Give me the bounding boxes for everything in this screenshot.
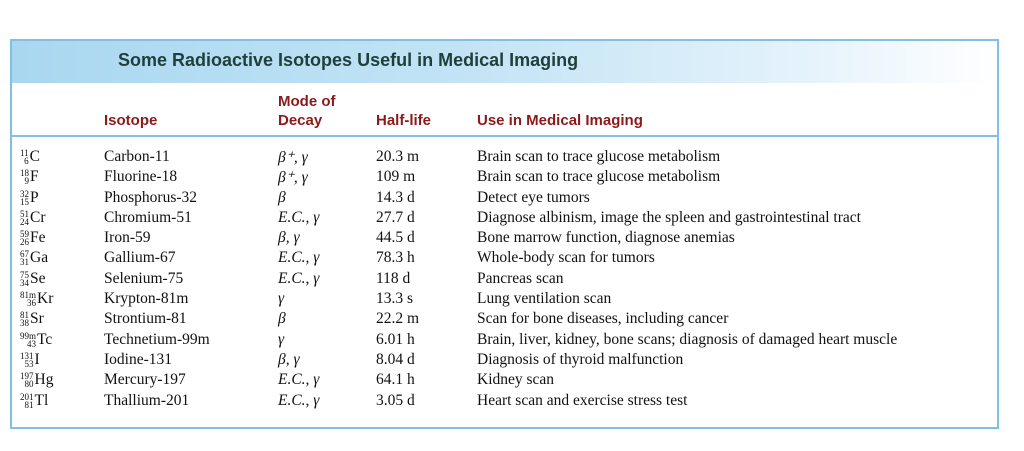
atomic-number: 31	[20, 257, 29, 268]
header-mode-line2: Decay	[278, 112, 323, 129]
table-row	[12, 167, 997, 187]
nuclide-symbol	[20, 249, 48, 267]
element-symbol: Fe	[30, 229, 46, 247]
half-life: 78.3 h	[376, 249, 415, 267]
nuclide-symbol	[20, 331, 52, 349]
isotope-name: Strontium-81	[104, 310, 187, 328]
atomic-number: 53	[24, 358, 34, 369]
medical-use: Brain, liver, kidney, bone scans; diagnosis of damaged heart muscle	[477, 330, 898, 348]
decay-mode: E.C., γ	[278, 269, 320, 287]
isotope-name: Chromium-51	[104, 208, 192, 226]
header-isotope: Isotope	[104, 112, 158, 129]
mass-number: 81m	[20, 290, 37, 301]
decay-mode: β⁺, γ	[278, 169, 308, 187]
isotope-name: Technetium-99m	[104, 330, 210, 348]
table-row	[12, 391, 997, 411]
element-symbol: Kr	[37, 290, 54, 308]
medical-use: Brain scan to trace glucose metabolism	[477, 168, 721, 186]
isotope-name: Fluorine-18	[104, 168, 178, 186]
isotope-name: Iodine-131	[104, 350, 173, 368]
element-symbol: P	[30, 188, 39, 206]
half-life: 8.04 d	[376, 350, 415, 368]
table-row	[12, 269, 997, 289]
medical-use: Bone marrow function, diagnose anemias	[477, 229, 735, 247]
isotope-name: Krypton-81m	[104, 290, 189, 308]
medical-use: Lung ventilation scan	[477, 290, 612, 308]
header-use: Use in Medical Imaging	[477, 112, 643, 129]
mass-number: 201	[20, 391, 34, 402]
table-title: Some Radioactive Isotopes Useful in Medical Imaging	[118, 50, 579, 70]
isotope-name: Carbon-11	[104, 148, 170, 165]
mass-number: 11	[20, 148, 29, 158]
header-divider	[12, 135, 997, 137]
element-symbol: F	[30, 168, 39, 186]
decay-mode: γ	[278, 330, 285, 348]
header-half-life: Half-life	[376, 112, 432, 129]
medical-use: Pancreas scan	[477, 269, 564, 287]
decay-mode: γ	[278, 290, 285, 308]
half-life: 20.3 m	[376, 148, 420, 165]
medical-use: Brain scan to trace glucose metabolism	[477, 148, 721, 165]
nuclide-symbol	[20, 310, 44, 328]
decay-mode: β⁺, γ	[278, 149, 308, 166]
mass-number: 18	[20, 168, 29, 179]
atomic-number: 24	[20, 216, 29, 227]
element-symbol: Sr	[30, 310, 44, 328]
table-row	[12, 228, 997, 248]
isotope-name: Phosphorus-32	[104, 188, 198, 206]
medical-use: Whole-body scan for tumors	[477, 249, 655, 267]
header-mode-line1: Mode of	[278, 93, 336, 110]
atomic-number: 6	[24, 156, 29, 166]
half-life: 22.2 m	[376, 310, 420, 328]
decay-mode: β	[278, 310, 286, 328]
element-symbol: Tl	[34, 391, 49, 409]
nuclide-symbol	[20, 229, 46, 247]
table-row	[12, 147, 997, 167]
isotope-name: Iron-59	[104, 229, 151, 247]
atomic-number: 38	[20, 318, 29, 329]
nuclide-symbol	[20, 189, 39, 207]
mass-number: 67	[20, 249, 29, 260]
decay-mode: β	[278, 188, 286, 206]
half-life: 118 d	[376, 269, 411, 287]
mass-number: 51	[20, 208, 29, 219]
atomic-number: 43	[27, 338, 37, 349]
isotope-name: Gallium-67	[104, 249, 176, 267]
table-row	[12, 370, 997, 390]
mass-number: 99m	[20, 330, 37, 341]
decay-mode: E.C., γ	[278, 249, 320, 267]
half-life: 109 m	[376, 168, 416, 186]
half-life: 3.05 d	[376, 391, 415, 409]
table-row	[12, 208, 997, 228]
element-symbol: I	[34, 350, 40, 368]
nuclide-symbol	[20, 351, 40, 369]
half-life: 64.1 h	[376, 371, 415, 389]
mass-number: 32	[20, 188, 29, 199]
nuclide-symbol	[20, 290, 53, 308]
half-life: 27.7 d	[376, 208, 415, 226]
decay-mode: β, γ	[278, 350, 300, 368]
half-life: 14.3 d	[376, 188, 415, 206]
table-row	[12, 248, 997, 268]
element-symbol: Cr	[30, 208, 46, 226]
medical-use: Diagnose albinism, image the spleen and gastrointestinal tract	[477, 208, 861, 226]
medical-use: Diagnosis of thyroid malfunction	[477, 350, 684, 368]
mass-number: 197	[20, 371, 34, 382]
title-band	[12, 41, 997, 83]
atomic-number: 26	[20, 237, 29, 248]
atomic-number: 80	[24, 379, 34, 390]
element-symbol: C	[29, 148, 41, 165]
decay-mode: E.C., γ	[278, 371, 320, 389]
element-symbol: Ga	[30, 249, 49, 267]
decay-mode: E.C., γ	[278, 208, 320, 226]
half-life: 6.01 h	[376, 330, 415, 348]
isotope-name: Mercury-197	[104, 371, 186, 389]
medical-use: Kidney scan	[477, 371, 555, 389]
element-symbol: Se	[30, 269, 46, 287]
half-life: 44.5 d	[376, 229, 415, 247]
atomic-number: 15	[20, 196, 29, 207]
isotope-name: Thallium-201	[104, 391, 190, 409]
mass-number: 131	[20, 350, 34, 361]
mass-number: 75	[20, 269, 29, 280]
medical-use: Heart scan and exercise stress test	[477, 391, 688, 409]
mass-number: 59	[20, 229, 29, 240]
atomic-number: 81	[24, 399, 34, 410]
table-row	[12, 188, 997, 208]
element-symbol: Tc	[37, 330, 53, 348]
atomic-number: 36	[27, 298, 37, 309]
medical-use: Scan for bone diseases, including cancer	[477, 310, 729, 328]
decay-mode: β, γ	[278, 229, 300, 247]
isotope-table-frame	[10, 39, 999, 429]
element-symbol: Hg	[34, 371, 54, 389]
atomic-number: 9	[24, 176, 29, 187]
atomic-number: 34	[20, 277, 29, 288]
half-life: 13.3 s	[376, 290, 414, 308]
mass-number: 81	[20, 310, 29, 321]
table-row	[12, 289, 997, 309]
nuclide-symbol	[20, 148, 40, 166]
nuclide-symbol	[20, 168, 39, 186]
table-row	[12, 330, 997, 350]
nuclide-symbol	[20, 270, 46, 288]
table-row	[12, 309, 997, 329]
decay-mode: E.C., γ	[278, 391, 320, 409]
nuclide-symbol	[20, 392, 48, 410]
table-body	[12, 147, 997, 411]
isotope-name: Selenium-75	[104, 269, 184, 287]
table-row	[12, 350, 997, 370]
medical-use: Detect eye tumors	[477, 188, 590, 206]
nuclide-symbol	[20, 371, 53, 389]
nuclide-symbol	[20, 209, 46, 227]
